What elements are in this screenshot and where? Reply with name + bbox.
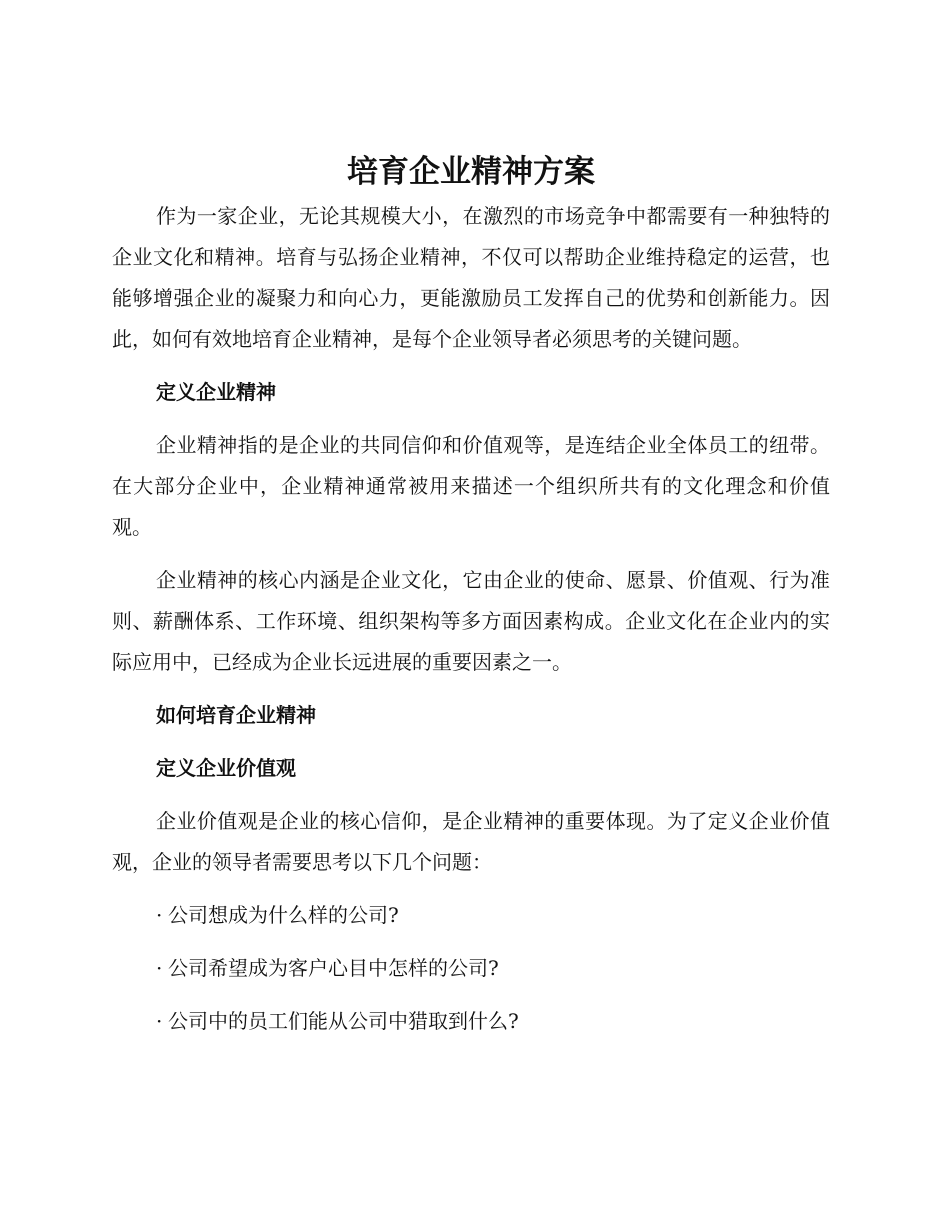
paragraph-spirit-definition: 企业精神指的是企业的共同信仰和价值观等，是连结企业全体员工的纽带。在大部分企业中，企业精神通常被用来描述一个组织所共有的文化理念和价值观。 [112, 433, 830, 539]
list-item [112, 948, 830, 989]
bullet-marker: · [156, 903, 163, 927]
section-heading-define-spirit: 定义企业精神 [156, 380, 276, 404]
paragraph-spirit-core: 企业精神的核心内涵是企业文化，它由企业的使命、愿景、价值观、行为准则、薪酬体系、工作环境、组织架构等多方面因素构成。企业文化在企业内的实际应用中，已经成为企业长远进展的重要因素之一。 [112, 568, 830, 674]
bullet-marker: · [156, 956, 163, 980]
list-item [112, 895, 830, 936]
document-title: 培育企业精神方案 [347, 154, 595, 190]
intro-paragraph: 作为一家企业，无论其规模大小，在激烈的市场竞争中都需要有一种独特的企业文化和精神。培育与弘扬企业精神，不仅可以帮助企业维持稳定的运营，也能够增强企业的凝聚力和向心力，更能激励员工发挥自己的优势和创新能力。因此，如何有效地培育企业精神，是每个企业领导者必须思考的关键问题。 [112, 204, 830, 351]
list-item-text: 公司希望成为客户心目中怎样的公司? [168, 956, 499, 980]
section-heading-define-values: 定义企业价值观 [156, 756, 296, 780]
bullet-marker: · [156, 1009, 163, 1033]
document-body [112, 148, 830, 1054]
list-item-text: 公司中的员工们能从公司中猎取到什么? [168, 1009, 519, 1033]
list-item [112, 1001, 830, 1042]
paragraph-values: 企业价值观是企业的核心信仰，是企业精神的重要体现。为了定义企业价值观，企业的领导者需要思考以下几个问题： [112, 809, 830, 874]
list-item-text: 公司想成为什么样的公司? [168, 903, 399, 927]
section-heading-how-to-cultivate: 如何培育企业精神 [156, 703, 316, 727]
